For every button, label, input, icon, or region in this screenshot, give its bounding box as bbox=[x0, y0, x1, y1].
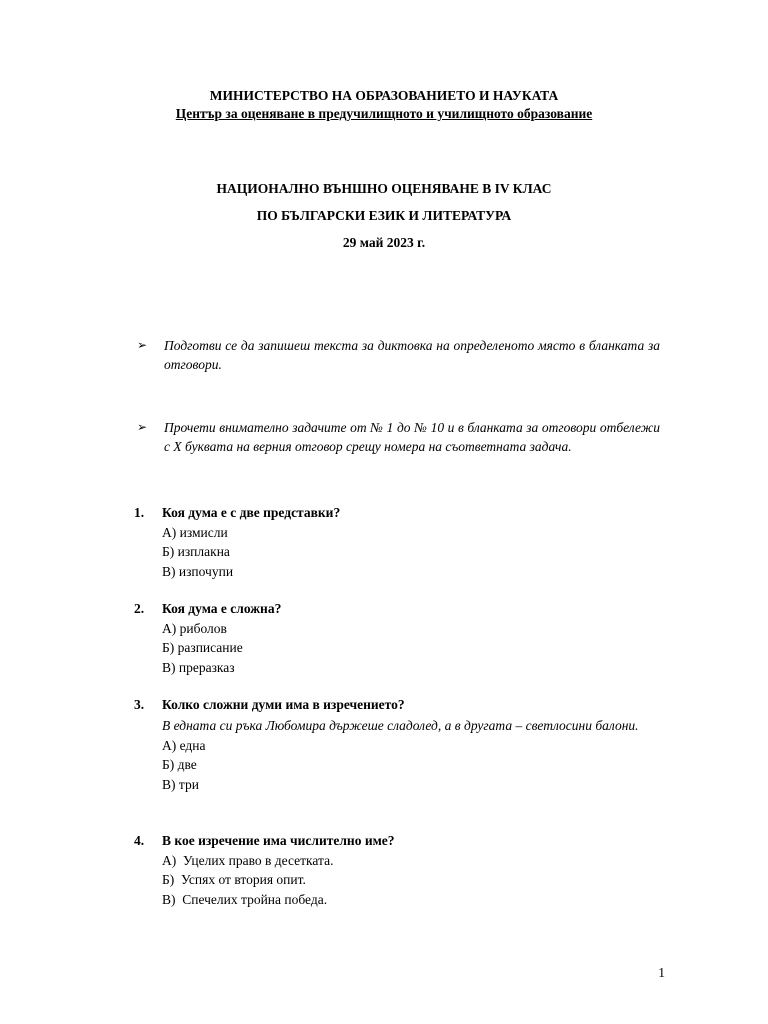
answer-option-a: А) Уцелих право в десетката. bbox=[162, 852, 334, 868]
instruction-text: Подготви се да запишеш текста за диктовка на определеното място в бланката за отговори. bbox=[164, 338, 660, 372]
answer-option-b: Б) Успях от втория опит. bbox=[162, 872, 306, 887]
answer-option-c: В) три bbox=[162, 776, 199, 792]
assessment-center-heading: Център за оценяване в предучилищното и училищното образование bbox=[175, 106, 593, 121]
answer-option-c: В) Спечелих тройна победа. bbox=[162, 891, 328, 907]
exam-date: 29 май 2023 г. bbox=[342, 235, 426, 250]
question-text: Коя дума е с две представки? bbox=[162, 505, 341, 520]
arrow-bullet-icon: ➢ bbox=[137, 338, 148, 352]
answer-option-c: В) преразказ bbox=[162, 659, 235, 675]
page-number: 1 bbox=[658, 965, 665, 980]
answer-option-a: А) една bbox=[162, 737, 206, 753]
question-text: В кое изречение има числително име? bbox=[162, 833, 395, 848]
question-4 bbox=[134, 831, 664, 909]
question-text: Коя дума е сложна? bbox=[162, 601, 282, 616]
question-number: 4. bbox=[134, 833, 145, 848]
answer-option-b: Б) изплакна bbox=[162, 544, 230, 559]
instruction-item bbox=[137, 336, 660, 374]
answer-option-b: Б) разписание bbox=[162, 640, 243, 655]
example-sentence: В едната си ръка Любомира държеше сладолед, а в другата – светлосини балони. bbox=[162, 717, 639, 733]
answer-option-a: А) измисли bbox=[162, 524, 228, 540]
question-1 bbox=[134, 503, 664, 581]
arrow-bullet-icon: ➢ bbox=[137, 420, 148, 434]
answer-option-a: А) риболов bbox=[162, 620, 227, 636]
answer-option-c: В) изпочупи bbox=[162, 563, 234, 579]
exam-subject: ПО БЪЛГАРСКИ ЕЗИК И ЛИТЕРАТУРА bbox=[256, 208, 512, 223]
question-number: 3. bbox=[134, 697, 145, 712]
ministry-heading: МИНИСТЕРСТВО НА ОБРАЗОВАНИЕТО И НАУКАТА bbox=[209, 88, 559, 103]
instruction-item bbox=[137, 418, 660, 456]
question-number: 1. bbox=[134, 505, 145, 520]
instruction-text: Прочети внимателно задачите от № 1 до № 10 и в бланката за отговори отбележи с Х буквата на верния отговор срещу номера на съответната задача. bbox=[164, 420, 660, 454]
question-text: Колко сложни думи има в изречението? bbox=[162, 697, 405, 712]
question-3 bbox=[134, 695, 664, 794]
question-2 bbox=[134, 599, 664, 677]
answer-option-b: Б) две bbox=[162, 757, 197, 772]
question-number: 2. bbox=[134, 601, 145, 616]
exam-title: НАЦИОНАЛНО ВЪНШНО ОЦЕНЯВАНЕ В IV КЛАС bbox=[216, 181, 552, 196]
